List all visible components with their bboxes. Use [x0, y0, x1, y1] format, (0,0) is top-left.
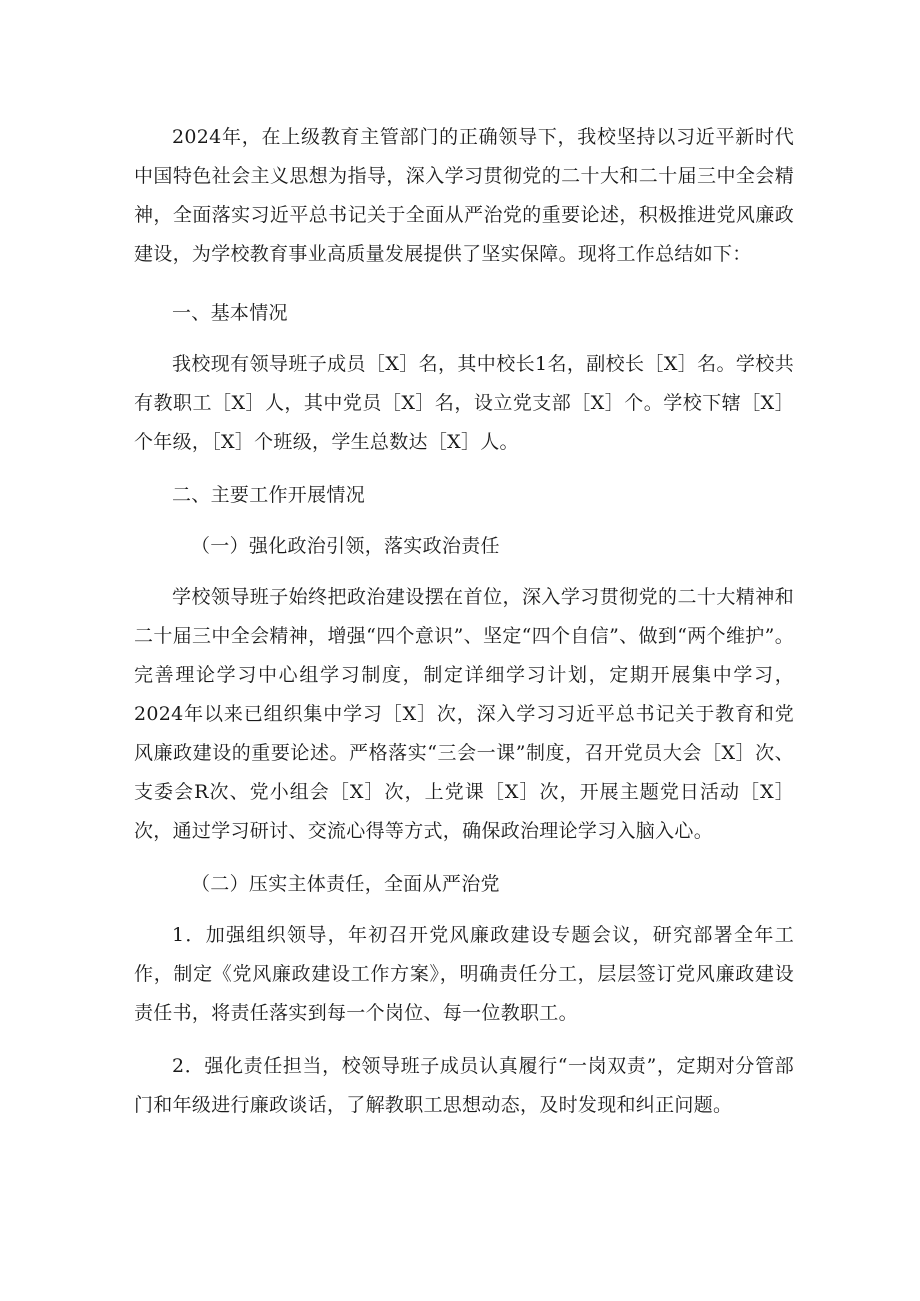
subheading-main-responsibility: （二）压实主体责任，全面从严治党: [191, 873, 500, 895]
intro-paragraph: 2024年，在上级教育主管部门的正确领导下，我校坚持以习近平新时代中国特色社会主义思想为指导，深入学习贯彻党的二十大和二十届三中全会精神，全面落实习近平总书记关于全面从严治党的重要论述，积极推进党风廉政建设，为学校教育事业高质量发展提供了坚实保障。现将工作总结如下：: [134, 126, 794, 265]
list-item: 2．强化责任担当，校领导班子成员认真履行“一岗双责”，定期对分管部门和年级进行廉政谈话，了解教职工思想动态，及时发现和纠正问题。: [134, 1055, 794, 1116]
section-heading-main-work: 二、主要工作开展情况: [172, 484, 366, 506]
section-heading-basic-info: 一、基本情况: [172, 302, 288, 324]
list-item: 1．加强组织领导，年初召开党风廉政建设专题会议，研究部署全年工作，制定《党风廉政建设工作方案》，明确责任分工，层层签订党风廉政建设责任书，将责任落实到每一个岗位、每一位教职工。: [134, 924, 794, 1024]
document-body: [134, 118, 794, 1139]
political-leadership-paragraph: 学校领导班子始终把政治建设摆在首位，深入学习贯彻党的二十大精神和二十届三中全会精神，增强“四个意识”、坚定“四个自信”、做到“两个维护”。完善理论学习中心组学习制度，制定详细学习计划，定期开展集中学习，2024年以来已组织集中学习［X］次，深入学习习近平总书记关于教育和党风廉政建设的重要论述。严格落实“三会一课”制度，召开党员大会［X］次、支委会R次、党小组会［X］次，上党课［X］次，开展主题党日活动［X］次，通过学习研讨、交流心得等方式，确保政治理论学习入脑入心。: [134, 586, 794, 842]
basic-info-paragraph: 我校现有领导班子成员［X］名，其中校长1名，副校长［X］名。学校共有教职工［X］人，其中党员［X］名，设立党支部［X］个。学校下辖［X］个年级，［X］个班级，学生总数达［X］人。: [134, 353, 794, 453]
subheading-political-leadership: （一）强化政治引领，落实政治责任: [191, 535, 500, 557]
